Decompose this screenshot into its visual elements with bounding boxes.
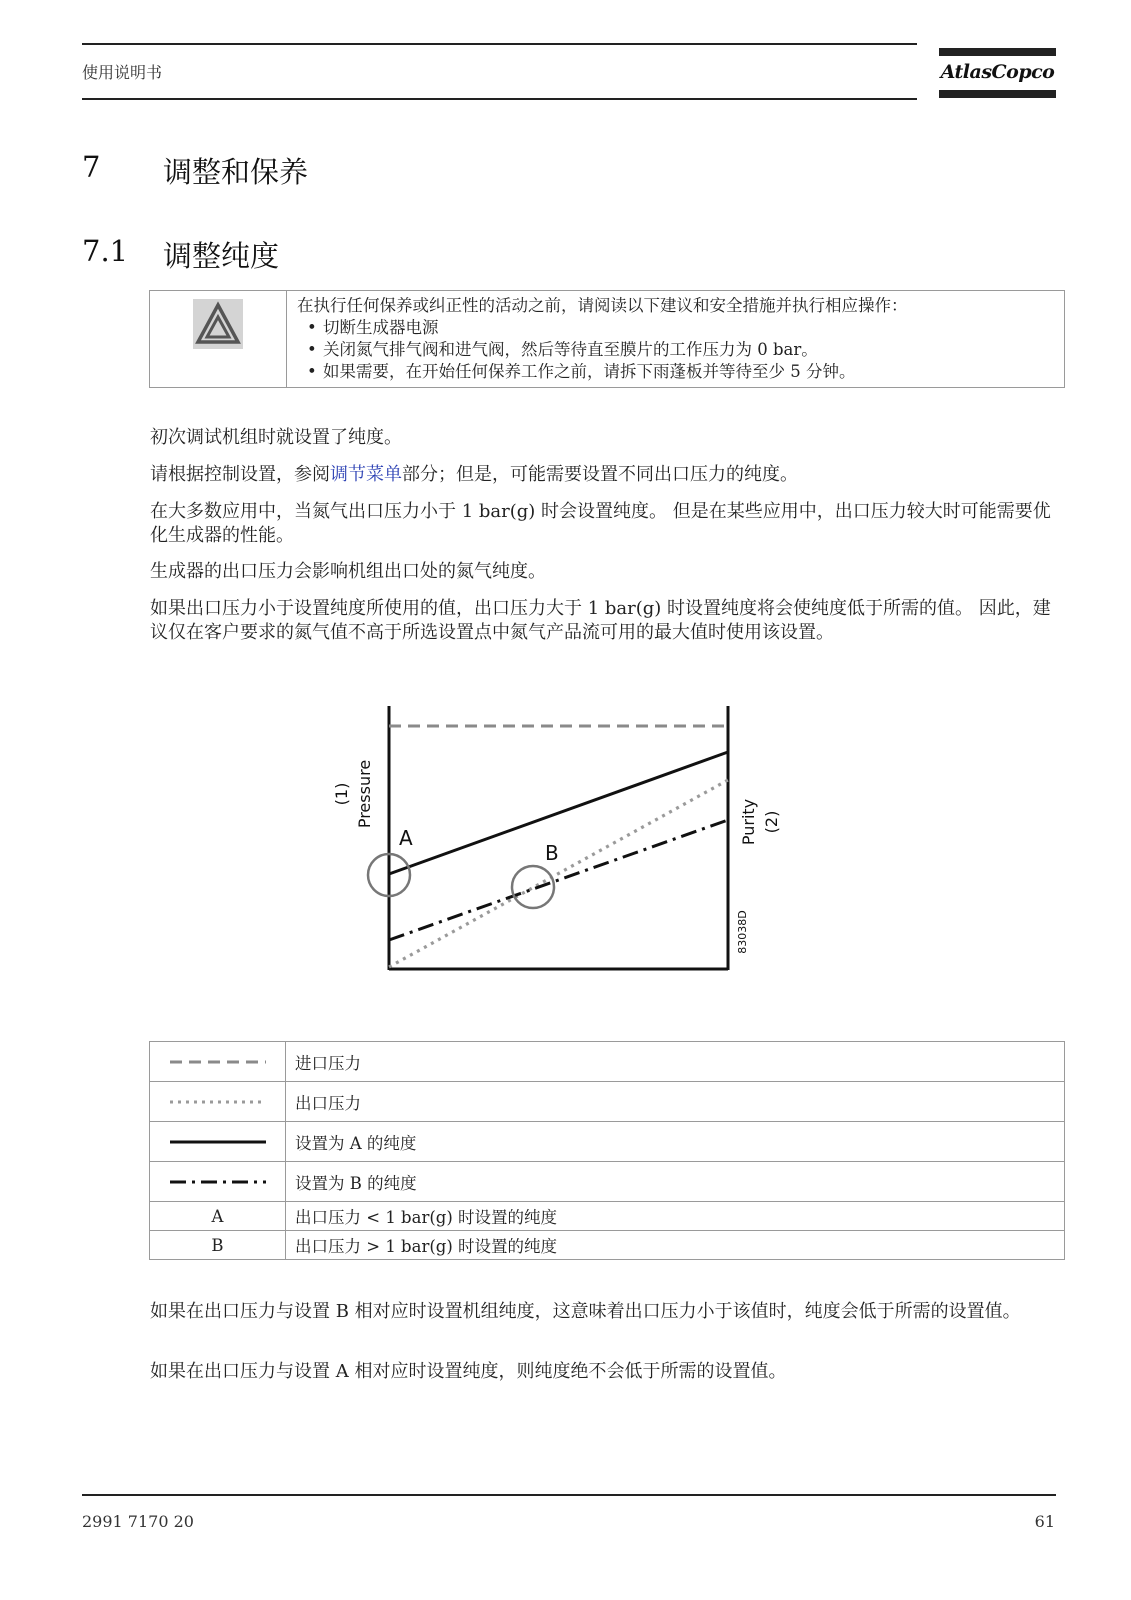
atlas-copco-logo xyxy=(939,48,1056,100)
legend-row xyxy=(150,1231,1065,1260)
right-axis-number: (2) xyxy=(762,810,781,834)
section-number: 7 xyxy=(82,150,101,184)
footer-rule xyxy=(82,1494,1056,1496)
safety-text-cell xyxy=(287,291,1065,388)
dash-dot-line-swatch xyxy=(168,1177,268,1187)
point-a-label: A xyxy=(399,826,413,850)
left-axis-number: (1) xyxy=(332,782,351,806)
legend-label: 出口压力 < 1 bar(g) 时设置的纯度 xyxy=(286,1202,1065,1231)
adjust-menu-link[interactable]: 调节菜单 xyxy=(330,464,402,485)
safety-note-table xyxy=(149,290,1065,388)
point-b-circle xyxy=(512,866,554,908)
paragraph: 初次调试机组时就设置了纯度。 xyxy=(150,427,402,448)
logo-text: AtlasCopco xyxy=(940,61,1055,83)
safety-list xyxy=(297,317,1054,383)
paragraph: 如果在出口压力与设置 A 相对应时设置纯度，则纯度绝不会低于所需的设置值。 xyxy=(150,1361,787,1382)
safety-item: • 如果需要，在开始任何保养工作之前，请拆下雨蓬板并等待至少 5 分钟。 xyxy=(323,361,1054,383)
legend-table xyxy=(149,1041,1065,1260)
header-top-rule xyxy=(82,43,917,45)
subsection-number: 7.1 xyxy=(82,234,129,268)
safety-icon-cell xyxy=(150,291,287,388)
legend-swatch-cell xyxy=(150,1042,286,1082)
paragraph: 生成器的出口压力会影响机组出口处的氮气纯度。 xyxy=(150,561,546,582)
section-title: 调整和保养 xyxy=(163,155,309,189)
legend-label: 设置为 B 的纯度 xyxy=(286,1162,1065,1202)
outlet-pressure-line xyxy=(389,780,728,967)
subsection-title: 调整纯度 xyxy=(163,239,280,273)
solid-line-swatch xyxy=(168,1137,268,1147)
warning-triangle-icon xyxy=(192,298,244,350)
legend-key: B xyxy=(150,1231,286,1260)
dotted-line-swatch xyxy=(168,1097,268,1107)
safety-item: • 切断生成器电源 xyxy=(323,317,1054,339)
purity-b-line xyxy=(389,820,728,940)
legend-row xyxy=(150,1202,1065,1231)
header-title: 使用说明书 xyxy=(82,63,163,82)
legend-row xyxy=(150,1082,1065,1122)
legend-label: 出口压力 xyxy=(286,1082,1065,1122)
purity-pressure-diagram xyxy=(320,694,800,994)
legend-row xyxy=(150,1162,1065,1202)
left-axis-label: Pressure xyxy=(355,759,374,829)
safety-intro: 在执行任何保养或纠正性的活动之前，请阅读以下建议和安全措施并执行相应操作： xyxy=(297,296,908,315)
legend-swatch-cell xyxy=(150,1162,286,1202)
header-bottom-rule xyxy=(82,98,917,100)
doc-number: 2991 7170 20 xyxy=(82,1512,194,1531)
legend-swatch-cell xyxy=(150,1082,286,1122)
figure-code: 83038D xyxy=(736,910,749,954)
legend-label: 设置为 A 的纯度 xyxy=(286,1122,1065,1162)
point-b-label: B xyxy=(545,841,559,865)
right-axis-label: Purity xyxy=(739,798,758,846)
legend-label: 进口压力 xyxy=(286,1042,1065,1082)
legend-row xyxy=(150,1122,1065,1162)
paragraph: 在大多数应用中，当氮气出口压力小于 1 bar(g) 时会设置纯度。 但是在某些应用中，出口压力较大时可能需要优化生成器的性能。 xyxy=(150,501,1051,546)
legend-key: A xyxy=(150,1202,286,1231)
legend-label: 出口压力 > 1 bar(g) 时设置的纯度 xyxy=(286,1231,1065,1260)
paragraph: 如果出口压力小于设置纯度所使用的值，出口压力大于 1 bar(g) 时设置纯度将会使纯度低于所需的值。 因此，建议仅在客户要求的氮气值不高于所选设置点中氮气产品流可用的最大值时使用该设置。 xyxy=(150,598,1051,643)
paragraph: 如果在出口压力与设置 B 相对应时设置机组纯度，这意味着出口压力小于该值时，纯度会低于所需的设置值。 xyxy=(150,1301,1021,1322)
paragraph xyxy=(150,463,1060,487)
paragraph-text: 请根据控制设置，参阅 xyxy=(150,464,330,485)
dashed-line-swatch xyxy=(168,1057,268,1067)
page-number: 61 xyxy=(1034,1512,1055,1531)
safety-item: • 关闭氮气排气阀和进气阀，然后等待直至膜片的工作压力为 0 bar。 xyxy=(323,339,1054,361)
legend-row xyxy=(150,1042,1065,1082)
paragraph-text: 部分；但是，可能需要设置不同出口压力的纯度。 xyxy=(402,464,798,485)
legend-swatch-cell xyxy=(150,1122,286,1162)
